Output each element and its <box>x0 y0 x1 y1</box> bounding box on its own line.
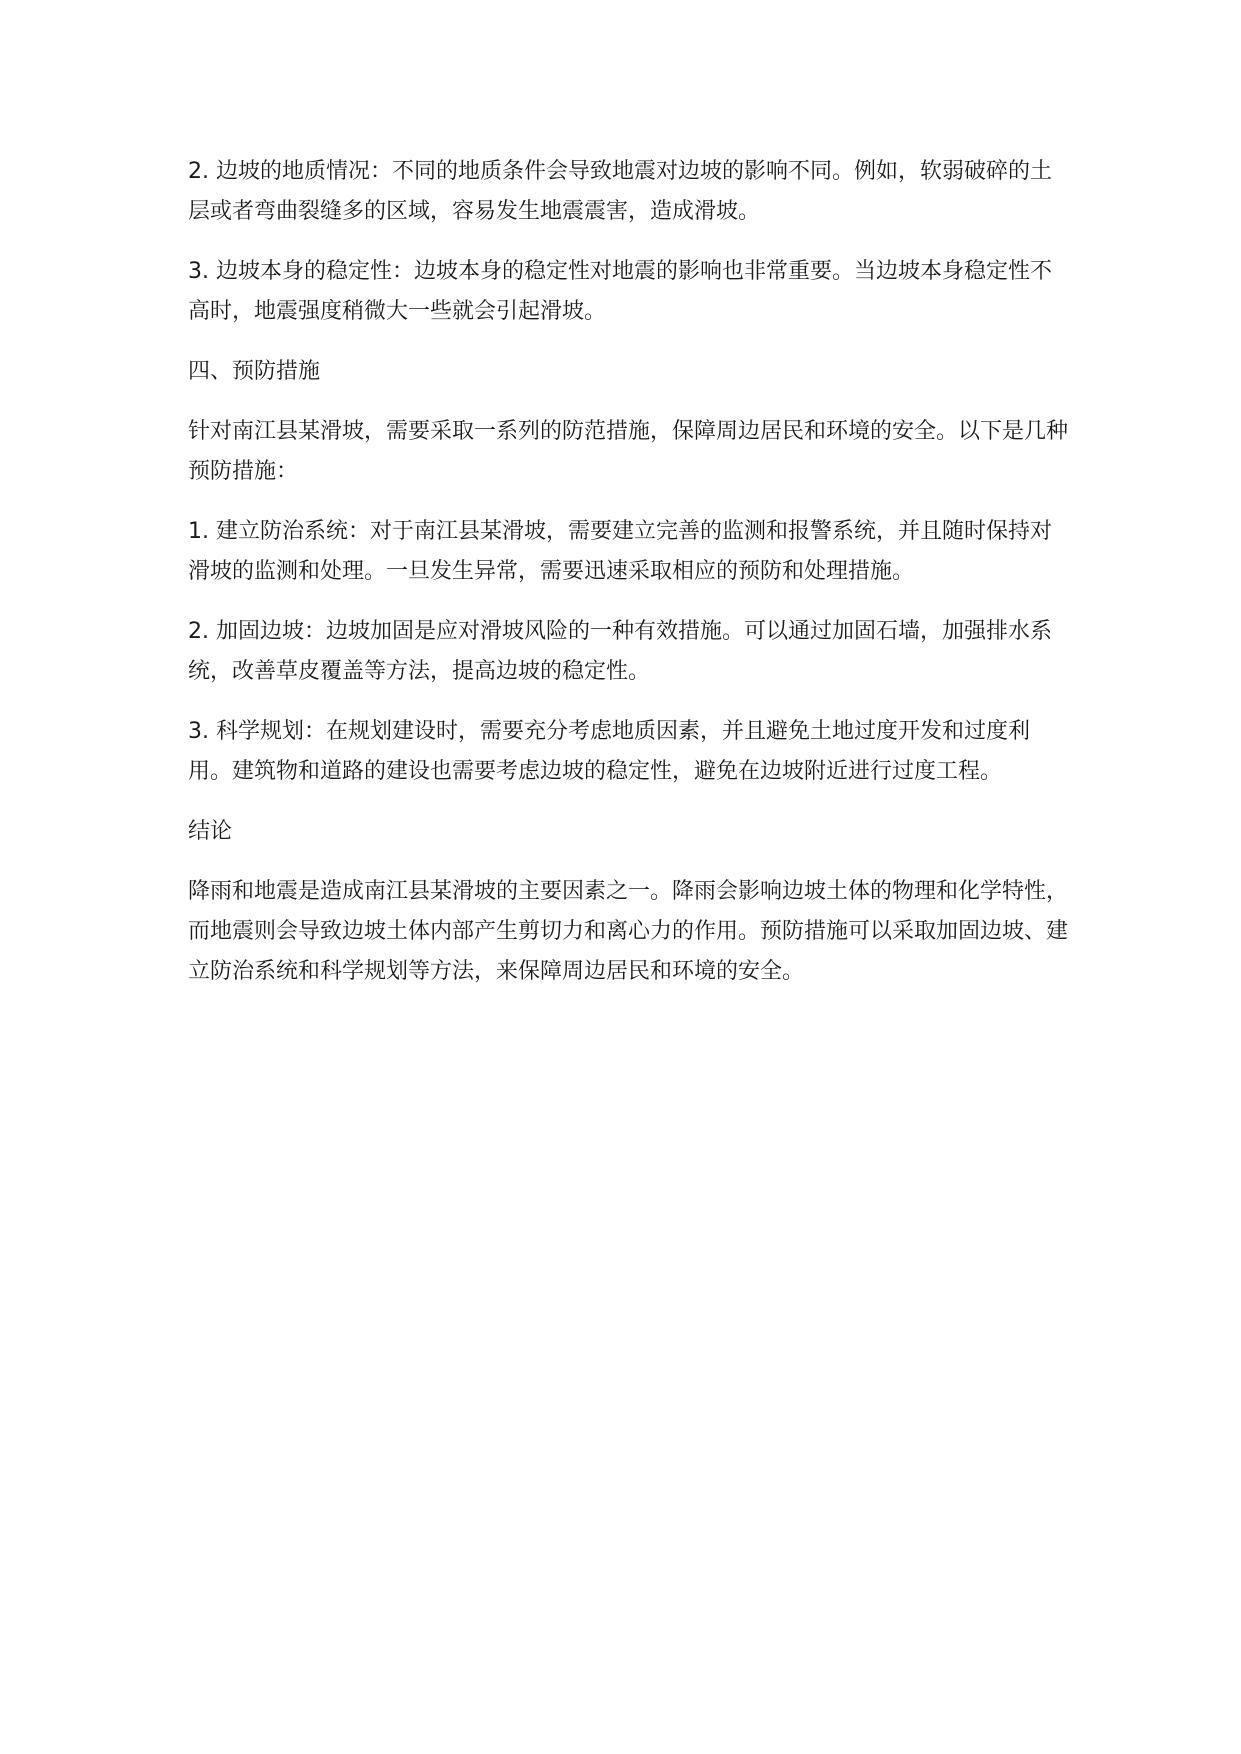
paragraph-slope-stability: 3. 边坡本身的稳定性：边坡本身的稳定性对地震的影响也非常重要。当边坡本身稳定性不高时，地震强度稍微大一些就会引起滑坡。 <box>188 259 1052 324</box>
paragraph-conclusion: 降雨和地震是造成南江县某滑坡的主要因素之一。降雨会影响边坡土体的物理和化学特性，而地震则会导致边坡土体内部产生剪切力和离心力的作用。预防措施可以采取加固边坡、建立防治系统和科学规划等方法，来保障周边居民和环境的安全。 <box>188 879 1069 984</box>
paragraph-prevention-intro: 针对南江县某滑坡，需要采取一系列的防范措施，保障周边居民和环境的安全。以下是几种预防措施： <box>188 419 1069 484</box>
paragraph-geology: 2. 边坡的地质情况：不同的地质条件会导致地震对边坡的影响不同。例如，软弱破碎的土层或者弯曲裂缝多的区域，容易发生地震震害，造成滑坡。 <box>188 159 1052 224</box>
paragraph-scientific-planning: 3. 科学规划：在规划建设时，需要充分考虑地质因素，并且避免土地过度开发和过度利用。建筑物和道路的建设也需要考虑边坡的稳定性，避免在边坡附近进行过度工程。 <box>188 719 1030 784</box>
section-heading-conclusion: 结论 <box>188 819 233 844</box>
paragraph-slope-reinforcement: 2. 加固边坡：边坡加固是应对滑坡风险的一种有效措施。可以通过加固石墙，加强排水系统，改善草皮覆盖等方法，提高边坡的稳定性。 <box>188 619 1052 684</box>
paragraph-monitoring-system: 1. 建立防治系统：对于南江县某滑坡，需要建立完善的监测和报警系统，并且随时保持对滑坡的监测和处理。一旦发生异常，需要迅速采取相应的预防和处理措施。 <box>188 519 1052 584</box>
section-heading-prevention: 四、预防措施 <box>188 359 321 384</box>
document-body <box>188 152 1068 1012</box>
